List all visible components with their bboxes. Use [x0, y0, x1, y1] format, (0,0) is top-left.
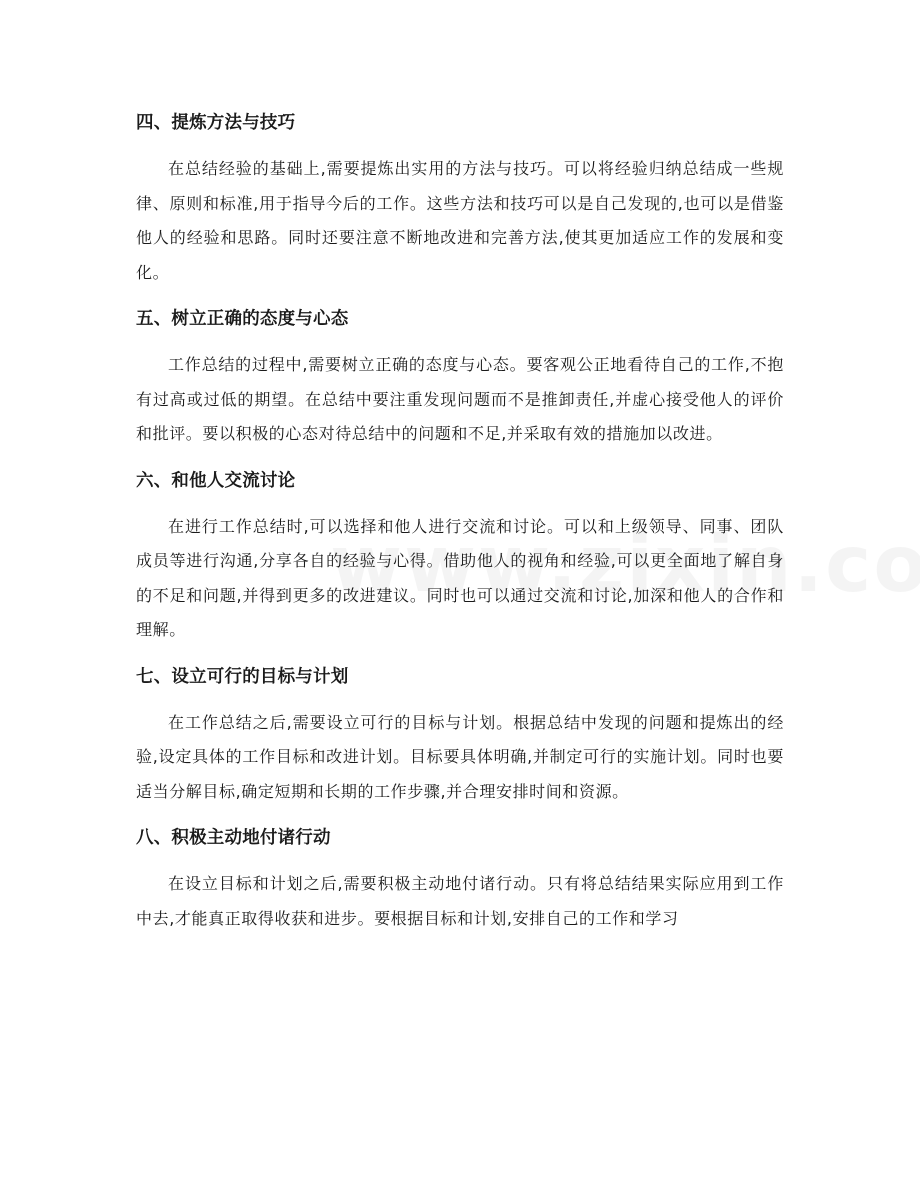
section-paragraph: 在设立目标和计划之后,需要积极主动地付诸行动。只有将总结结果实际应用到工作中去,才能真正取得收获和进步。要根据目标和计划,安排自己的工作和学习 — [136, 874, 784, 928]
section-heading: 五、树立正确的态度与心态 — [136, 309, 349, 329]
section-4 — [136, 104, 784, 290]
section-6 — [136, 462, 784, 648]
section-heading: 八、积极主动地付诸行动 — [136, 828, 331, 848]
section-paragraph: 在总结经验的基础上,需要提炼出实用的方法与技巧。可以将经验归纳总结成一些规律、原则和标准,用于指导今后的工作。这些方法和技巧可以是自己发现的,也可以是借鉴他人的经验和思路。同时还要注意不断地改进和完善方法,使其更加适应工作的发展和变化。 — [136, 159, 784, 282]
section-7 — [136, 658, 784, 810]
section-heading: 六、和他人交流讨论 — [136, 470, 296, 491]
section-paragraph: 工作总结的过程中,需要树立正确的态度与心态。要客观公正地看待自己的工作,不抱有过高或过低的期望。在总结中要注重发现问题而不是推卸责任,并虚心接受他人的评价和批评。要以积极的心态对待总结中的问题和不足,并采取有效的措施加以改进。 — [136, 355, 784, 443]
section-5 — [136, 300, 784, 452]
section-heading: 四、提炼方法与技巧 — [136, 113, 296, 133]
section-paragraph: 在进行工作总结时,可以选择和他人进行交流和讨论。可以和上级领导、同事、团队成员等进行沟通,分享各自的经验与心得。借助他人的视角和经验,可以更全面地了解自身的不足和问题,并得到更多的改进建议。同时也可以通过交流和讨论,加深和他人的合作和理解。 — [136, 516, 784, 639]
document-body — [136, 104, 784, 946]
section-heading: 七、设立可行的目标与计划 — [136, 666, 349, 687]
section-8 — [136, 819, 784, 936]
section-paragraph: 在工作总结之后,需要设立可行的目标与计划。根据总结中发现的问题和提炼出的经验,设定具体的工作目标和改进计划。目标要具体明确,并制定可行的实施计划。同时也要适当分解目标,确定短期和长期的工作步骤,并合理安排时间和资源。 — [136, 712, 784, 801]
